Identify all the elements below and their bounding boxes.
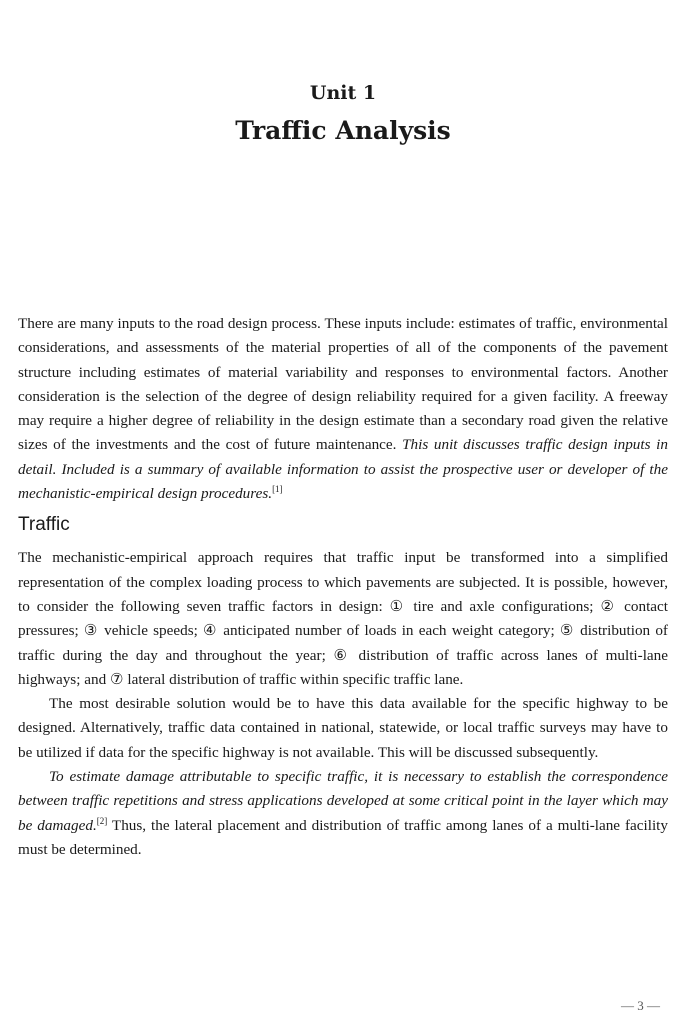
unit-label: Unit 1 xyxy=(309,82,377,104)
traffic-paragraph-2: The most desirable solution would be to have this data available for the specific highway to be designed. Alternatively, traffic data contained in national, statewide, or local traffic surveys may have to be utilized if data for the specific highway is not available. This will be discussed subsequently. xyxy=(18,695,668,761)
intro-text: There are many inputs to the road design process. These inputs include: estimates of traffic, environmental considerations, and assessments of the material properties of all of the components of the pavement structure including estimates of material variability and responses to environmental factors. Another consideration is the selection of the degree of design reliability required for a given facility. A freeway may require a higher degree of reliability in the design estimate than a secondary road given the relative sizes of the investments and the cost of future maintenance. xyxy=(18,315,668,454)
reference-1: [1] xyxy=(272,484,283,495)
paragraph-3-italic-text: To estimate damage attributable to specific traffic, it is necessary to establish the correspondence between traffic repetitions and stress applications developed at some critical point in the layer which may be damaged. xyxy=(18,768,668,834)
paragraph-3-tail-text: Thus, the lateral placement and distribution of traffic among lanes of a multi-lane facility must be determined. xyxy=(18,816,668,858)
intro-italic-text: This unit discusses traffic design inputs in detail. Included is a summary of available information to assist the prospective user or developer of the mechanistic-empirical design procedures. xyxy=(18,436,668,503)
traffic-paragraph-3 xyxy=(18,765,668,862)
page-title: Traffic Analysis xyxy=(235,116,451,145)
section-heading-traffic: Traffic xyxy=(18,514,70,536)
page-number: — 3 — xyxy=(621,998,660,1013)
intro-paragraph xyxy=(18,312,668,506)
reference-2: [2] xyxy=(96,815,108,826)
traffic-paragraph-1: The mechanistic-empirical approach requires that traffic input be transformed into a simplified representation of the complex loading process to which pavements are subjected. It is possible, however, to consider the following seven traffic factors in design: ① tire and axle configurations; ② contact pressures; ③ vehicle speeds; ④ anticipated number of loads in each weight category; ⑤ distribution of traffic during the day and throughout the year; ⑥ distribution of traffic across lanes of multi-lane highways; and ⑦ lateral distribution of traffic within specific traffic lane. xyxy=(18,549,668,688)
document-body xyxy=(18,312,668,862)
